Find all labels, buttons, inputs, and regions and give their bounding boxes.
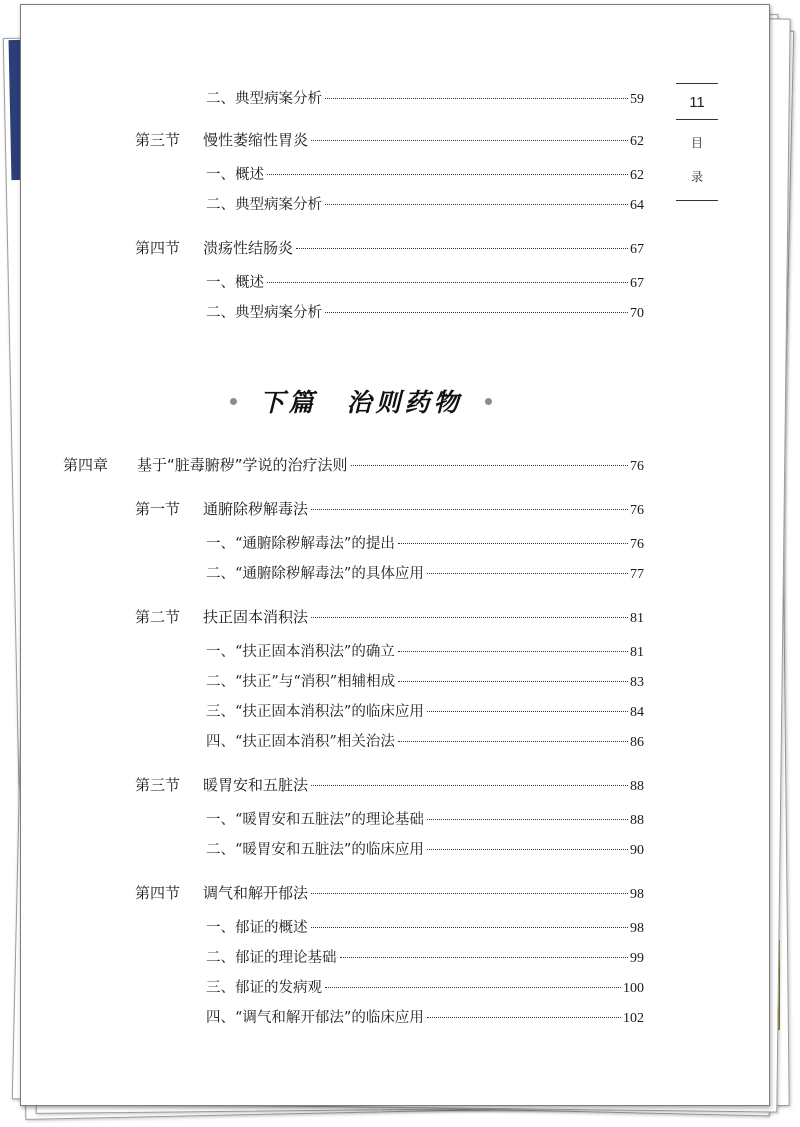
entry-page-number: 90 xyxy=(630,843,644,858)
entry-page-number: 67 xyxy=(630,242,644,257)
entry-page-number: 70 xyxy=(630,306,644,321)
entry-page-number: 81 xyxy=(630,611,644,626)
entry-title: 二、典型病案分析 xyxy=(206,197,322,213)
dot-leader xyxy=(427,819,628,820)
entry-page-number: 102 xyxy=(623,1011,644,1026)
toc-entry-sub[interactable] xyxy=(206,808,644,829)
dot-leader xyxy=(311,509,628,510)
entry-page-number: 84 xyxy=(630,705,644,720)
entry-page-number: 98 xyxy=(630,921,644,936)
entry-number: 第三节 xyxy=(135,131,181,149)
entry-page-number: 76 xyxy=(630,537,644,552)
toc-entry-section[interactable] xyxy=(135,774,644,795)
entry-title: 一、“扶正固本消积法”的确立 xyxy=(206,644,395,660)
entry-page-number: 62 xyxy=(630,168,644,183)
dot-leader xyxy=(325,204,628,205)
heading-dot-right xyxy=(485,398,492,405)
dot-leader xyxy=(427,573,628,574)
entry-page-number: 76 xyxy=(630,503,644,518)
dot-leader xyxy=(325,98,628,99)
entry-title: 调气和解开郁法 xyxy=(203,884,309,902)
toc-entry-section[interactable] xyxy=(135,882,644,903)
entry-title: 二、“暖胃安和五脏法”的临床应用 xyxy=(206,842,424,858)
entry-page-number: 77 xyxy=(630,567,644,582)
entry-page-number: 100 xyxy=(623,981,644,996)
side-page-marker xyxy=(676,83,718,201)
toc-entry-sub[interactable] xyxy=(206,87,644,108)
toc-entry-sub[interactable] xyxy=(206,163,644,184)
entry-page-number: 62 xyxy=(630,134,644,149)
entry-page-number: 76 xyxy=(630,459,644,474)
dot-leader xyxy=(311,140,628,141)
dot-leader xyxy=(311,785,628,786)
dot-leader xyxy=(325,987,621,988)
toc-entry-section[interactable] xyxy=(135,498,644,519)
entry-title: 二、“扶正”与“消积”相辅相成 xyxy=(206,674,396,690)
toc-entry-section[interactable] xyxy=(135,606,644,627)
toc-entry-sub[interactable] xyxy=(206,301,644,322)
entry-title: 四、“扶正固本消积”相关治法 xyxy=(206,734,395,750)
dot-leader xyxy=(398,543,628,544)
contents-label-char: 目 xyxy=(690,136,703,150)
entry-title: 一、概述 xyxy=(206,167,264,183)
part-heading xyxy=(201,383,521,419)
part-heading-text: 下篇 治则药物 xyxy=(259,388,463,417)
entry-title: 一、概述 xyxy=(206,275,264,291)
dot-leader xyxy=(398,681,628,682)
entry-title: 三、郁证的发病观 xyxy=(206,980,322,996)
entry-page-number: 81 xyxy=(630,645,644,660)
entry-number: 第三节 xyxy=(135,776,181,794)
contents-label xyxy=(676,120,718,200)
marker-bottom-rule xyxy=(676,200,718,201)
entry-title: 三、“扶正固本消积法”的临床应用 xyxy=(206,704,424,720)
entry-number: 第四节 xyxy=(135,239,181,257)
entry-title: 一、“通腑除秽解毒法”的提出 xyxy=(206,536,395,552)
entry-title: 暖胃安和五脏法 xyxy=(203,776,309,794)
dot-leader xyxy=(340,957,629,958)
entry-title: 基于“脏毒腑秽”学说的治疗法则 xyxy=(137,456,348,474)
entry-number: 第四节 xyxy=(135,884,181,902)
toc-entry-section[interactable] xyxy=(135,237,644,258)
entry-title: 慢性萎缩性胃炎 xyxy=(203,131,309,149)
toc-entry-sub[interactable] xyxy=(206,838,644,859)
entry-title: 扶正固本消积法 xyxy=(203,608,309,626)
toc-entry-sub[interactable] xyxy=(206,562,644,583)
toc-entry-sub[interactable] xyxy=(206,670,644,691)
contents-label-char: 录 xyxy=(690,170,703,184)
toc-entry-sub[interactable] xyxy=(206,532,644,553)
entry-page-number: 88 xyxy=(630,813,644,828)
entry-title: 四、“调气和解开郁法”的临床应用 xyxy=(206,1010,424,1026)
entry-number: 第二节 xyxy=(135,608,181,626)
dot-leader xyxy=(267,174,628,175)
entry-title: 二、“通腑除秽解毒法”的具体应用 xyxy=(206,566,424,582)
toc-entry-sub[interactable] xyxy=(206,700,644,721)
entry-page-number: 88 xyxy=(630,779,644,794)
page-number: 11 xyxy=(689,94,705,111)
dot-leader xyxy=(311,893,628,894)
entry-title: 溃疡性结肠炎 xyxy=(203,239,294,257)
dot-leader xyxy=(267,282,628,283)
dot-leader xyxy=(427,711,628,712)
entry-title: 通腑除秽解毒法 xyxy=(203,500,309,518)
toc-entry-sub[interactable] xyxy=(206,271,644,292)
toc-entry-chapter[interactable] xyxy=(63,454,644,475)
entry-title: 一、郁证的概述 xyxy=(206,920,308,936)
dot-leader xyxy=(351,465,628,466)
entry-title: 二、郁证的理论基础 xyxy=(206,950,337,966)
toc-entry-sub[interactable] xyxy=(206,916,644,937)
entry-page-number: 99 xyxy=(630,951,644,966)
entry-page-number: 86 xyxy=(630,735,644,750)
entry-title: 二、典型病案分析 xyxy=(206,91,322,107)
entry-title: 二、典型病案分析 xyxy=(206,305,322,321)
entry-page-number: 64 xyxy=(630,198,644,213)
entry-title: 一、“暖胃安和五脏法”的理论基础 xyxy=(206,812,424,828)
toc-entry-sub[interactable] xyxy=(206,976,644,997)
dot-leader xyxy=(311,927,629,928)
entry-page-number: 83 xyxy=(630,675,644,690)
toc-entry-sub[interactable] xyxy=(206,640,644,661)
toc-entry-sub[interactable] xyxy=(206,193,644,214)
toc-entry-sub[interactable] xyxy=(206,1006,644,1027)
entry-page-number: 59 xyxy=(630,92,644,107)
toc-page xyxy=(20,4,770,1106)
toc-entry-sub[interactable] xyxy=(206,730,644,751)
dot-leader xyxy=(311,617,628,618)
dot-leader xyxy=(398,741,628,742)
toc-entry-section[interactable] xyxy=(135,129,644,150)
toc-entry-sub[interactable] xyxy=(206,946,644,967)
dot-leader xyxy=(398,651,628,652)
dot-leader xyxy=(427,849,628,850)
dot-leader xyxy=(325,312,628,313)
dot-leader xyxy=(296,248,628,249)
heading-dot-left xyxy=(230,398,237,405)
entry-number: 第一节 xyxy=(135,500,181,518)
dot-leader xyxy=(427,1017,621,1018)
entry-page-number: 67 xyxy=(630,276,644,291)
entry-number: 第四章 xyxy=(63,456,109,474)
entry-page-number: 98 xyxy=(630,887,644,902)
